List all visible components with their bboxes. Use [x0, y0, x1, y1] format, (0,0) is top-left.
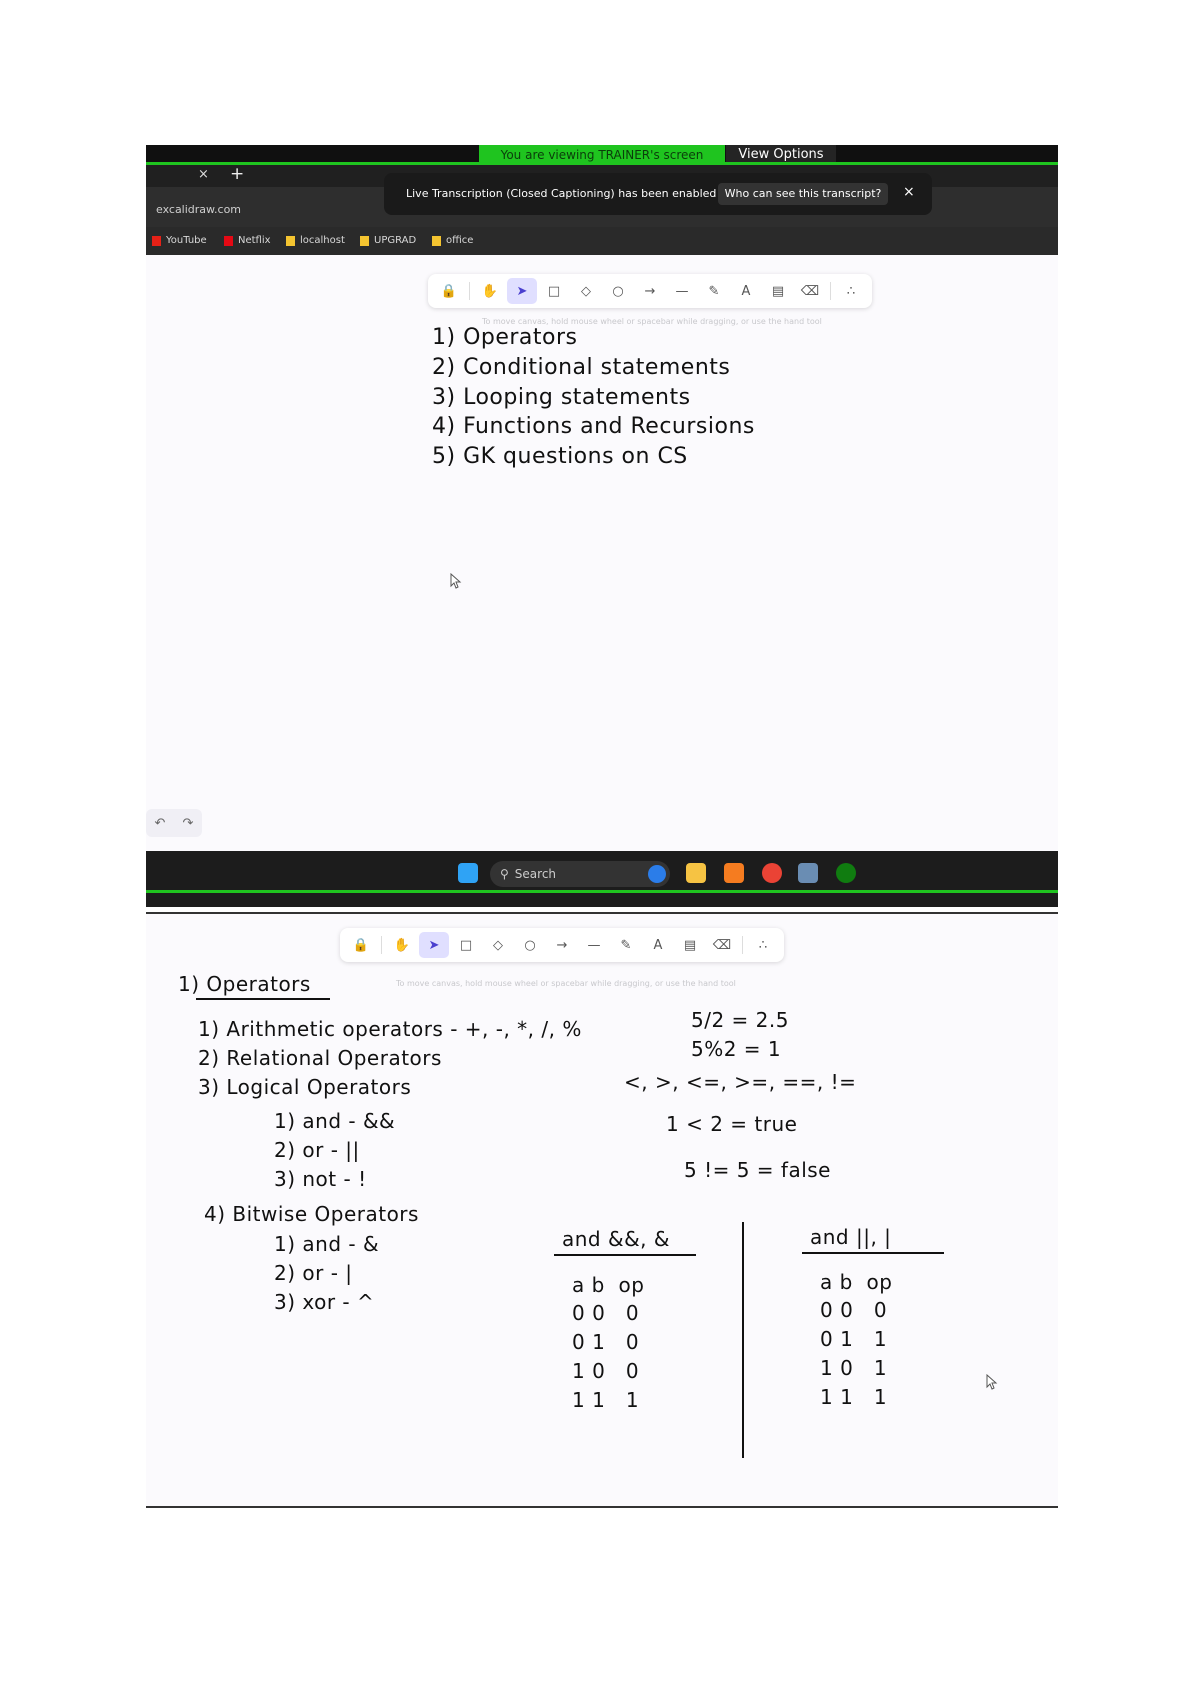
bottom-screenshot	[146, 912, 1058, 1508]
undo-redo-group	[146, 809, 202, 837]
ellipse-icon[interactable]: ○	[524, 937, 536, 953]
folder-icon	[432, 236, 441, 246]
canvas-hint: To move canvas, hold mouse wheel or spacebar while dragging, or use the hand tool	[482, 317, 822, 326]
hand-icon[interactable]: ✋	[481, 283, 499, 299]
text-icon[interactable]: A	[741, 283, 751, 299]
bookmark-netflix[interactable]: Netflix	[224, 235, 271, 246]
image-icon[interactable]: ▤	[683, 937, 697, 953]
bookmarks-bar	[146, 227, 1058, 255]
folder-icon	[360, 236, 369, 246]
topic-item: 3) Looping statements	[432, 385, 691, 410]
chrome-icon[interactable]	[762, 863, 782, 883]
and-table-underline	[554, 1254, 696, 1256]
viewing-banner: You are viewing TRAINER's screen	[479, 145, 725, 165]
selection-icon[interactable]: ➤	[507, 278, 537, 304]
and-table-row: 0 0 0	[572, 1301, 640, 1325]
caption-message: Live Transcription (Closed Captioning) has been enabled	[406, 187, 717, 200]
search-icon: ⚲	[500, 867, 509, 881]
line-icon[interactable]: —	[587, 937, 601, 953]
or-table-row: 1 0 1	[820, 1356, 888, 1380]
canvas-hint: To move canvas, hold mouse wheel or spacebar while dragging, or use the hand tool	[396, 979, 736, 988]
and-table-title: and &&, &	[562, 1227, 670, 1251]
xbox-icon[interactable]	[836, 863, 856, 883]
youtube-icon	[152, 236, 161, 246]
rectangle-icon[interactable]: □	[547, 283, 561, 299]
example-text: 5%2 = 1	[691, 1037, 782, 1061]
logical-item: 3) not - !	[274, 1167, 367, 1191]
lock-icon[interactable]: 🔒	[440, 283, 458, 299]
example-text: 1 < 2 = true	[666, 1112, 798, 1136]
topic-item: 1) Operators	[432, 325, 578, 350]
windows-taskbar	[146, 851, 1058, 907]
topic-item: 2) Conditional statements	[432, 355, 731, 380]
file-explorer-icon[interactable]	[686, 863, 706, 883]
table-divider-line	[742, 1222, 744, 1458]
and-table-header: a b op	[572, 1273, 645, 1297]
taskbar-search[interactable]: ⚲ Search	[490, 861, 670, 887]
folder-icon	[286, 236, 295, 246]
or-table-row: 1 1 1	[820, 1385, 888, 1409]
and-table-row: 0 1 0	[572, 1330, 640, 1354]
board-heading: 1) Operators	[178, 972, 311, 996]
lock-icon[interactable]: 🔒	[352, 937, 370, 953]
toolbar-divider	[742, 936, 743, 954]
windows-start-icon[interactable]	[458, 863, 478, 883]
heading-underline	[196, 998, 330, 1000]
operator-item: 2) Relational Operators	[198, 1046, 442, 1070]
arrow-icon[interactable]: →	[644, 283, 656, 299]
topic-item: 5) GK questions on CS	[432, 444, 688, 469]
or-table-row: 0 1 1	[820, 1327, 888, 1351]
xampp-icon[interactable]	[724, 863, 744, 883]
redo-icon[interactable]: ↷	[182, 815, 194, 831]
toolbar-divider	[830, 282, 831, 300]
who-can-see-button[interactable]: Who can see this transcript?	[718, 183, 888, 205]
close-icon[interactable]: ×	[903, 184, 915, 200]
view-options-button[interactable]: View Options	[726, 145, 836, 165]
or-table-title: and ||, |	[810, 1225, 892, 1249]
operator-item: 1) Arithmetic operators - +, -, *, /, %	[198, 1017, 582, 1041]
hand-icon[interactable]: ✋	[393, 937, 411, 953]
or-table-underline	[802, 1252, 944, 1254]
and-table-row: 1 0 0	[572, 1359, 640, 1383]
library-icon[interactable]: ∴	[846, 283, 856, 299]
bookmark-youtube[interactable]: YouTube	[152, 235, 207, 246]
or-table-row: 0 0 0	[820, 1298, 888, 1322]
new-tab-button[interactable]: +	[230, 164, 245, 184]
diamond-icon[interactable]: ◇	[493, 937, 503, 953]
caption-toast	[384, 173, 932, 215]
library-icon[interactable]: ∴	[758, 937, 768, 953]
selection-icon[interactable]: ➤	[419, 932, 449, 958]
bookmark-upgrad[interactable]: UPGRAD	[360, 235, 416, 246]
netflix-icon	[224, 236, 233, 246]
toolbar-divider	[469, 282, 470, 300]
bitwise-item: 1) and - &	[274, 1232, 380, 1256]
eraser-icon[interactable]: ⌫	[800, 283, 820, 299]
excalidraw-toolbar	[428, 274, 872, 308]
pencil-icon[interactable]: ✎	[620, 937, 632, 953]
diamond-icon[interactable]: ◇	[581, 283, 591, 299]
bookmark-localhost[interactable]: localhost	[286, 235, 345, 246]
tab-close-icon[interactable]: ×	[198, 167, 209, 182]
bitwise-item: 2) or - |	[274, 1261, 353, 1285]
bookmark-office[interactable]: office	[432, 235, 473, 246]
undo-icon[interactable]: ↶	[154, 815, 166, 831]
bitwise-heading: 4) Bitwise Operators	[204, 1202, 419, 1226]
mouse-cursor-icon	[986, 1374, 998, 1390]
topic-item: 4) Functions and Recursions	[432, 414, 755, 439]
image-icon[interactable]: ▤	[771, 283, 785, 299]
logical-item: 2) or - ||	[274, 1138, 360, 1162]
example-text: 5 != 5 = false	[684, 1158, 831, 1182]
ellipse-icon[interactable]: ○	[612, 283, 624, 299]
eraser-icon[interactable]: ⌫	[712, 937, 732, 953]
or-table-header: a b op	[820, 1270, 893, 1294]
rectangle-icon[interactable]: □	[459, 937, 473, 953]
operator-item: 3) Logical Operators	[198, 1075, 412, 1099]
bitwise-item: 3) xor - ^	[274, 1290, 375, 1314]
logical-item: 1) and - &&	[274, 1109, 396, 1133]
top-screenshot	[146, 145, 1058, 907]
arrow-icon[interactable]: →	[556, 937, 568, 953]
example-text: <, >, <=, >=, ==, !=	[624, 1070, 857, 1094]
address-bar[interactable]: excalidraw.com	[156, 203, 242, 216]
pencil-icon[interactable]: ✎	[708, 283, 720, 299]
excalidraw-toolbar	[340, 928, 784, 962]
mouse-cursor-icon	[450, 573, 462, 589]
line-icon[interactable]: —	[675, 283, 689, 299]
and-table-row: 1 1 1	[572, 1388, 640, 1412]
bing-icon	[648, 865, 666, 883]
toolbar-divider	[381, 936, 382, 954]
example-text: 5/2 = 2.5	[691, 1008, 789, 1032]
app-icon[interactable]	[798, 863, 818, 883]
zoom-share-border	[146, 890, 1058, 893]
text-icon[interactable]: A	[653, 937, 663, 953]
